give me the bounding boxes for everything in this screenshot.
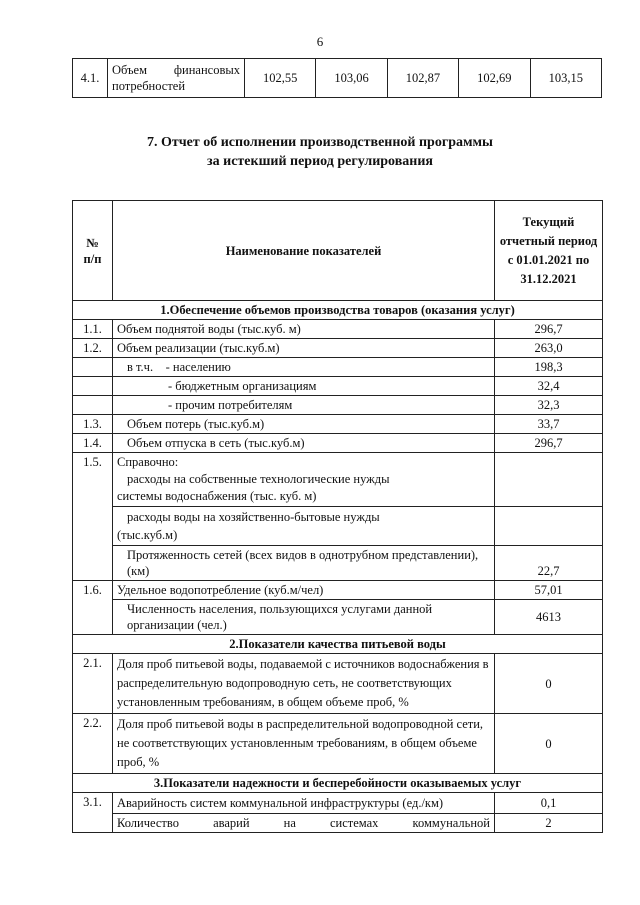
table-row <box>73 320 603 339</box>
row-value: 0 <box>495 654 603 714</box>
row-name: Численность населения, пользующихся услугами данной организации (чел.) <box>113 600 495 635</box>
row-number: 4.1. <box>73 59 108 98</box>
header-name: Наименование показателей <box>113 201 495 301</box>
section-row <box>73 301 603 320</box>
row-value: 0,1 <box>495 793 603 814</box>
row-name <box>113 453 495 507</box>
row-name: Доля проб питьевой воды в распределительной водопроводной сети, не соответствующих установленным требованиям, в общем объеме проб, % <box>113 714 495 774</box>
table-row <box>73 814 603 833</box>
reference-line: системы водоснабжения (тыс. куб. м) <box>117 489 317 503</box>
header-num: № п/п <box>73 201 113 301</box>
financial-needs-table <box>72 58 602 98</box>
table-row <box>73 358 603 377</box>
row-value: 296,7 <box>495 434 603 453</box>
row-name: Доля проб питьевой воды, подаваемой с источников водоснабжения в распределительную водопроводную сеть, не соответствующих установленным требованиям, в общем объеме проб, % <box>113 654 495 714</box>
row-name: в т.ч. - населению <box>113 358 495 377</box>
value-cell: 102,87 <box>387 59 458 98</box>
section-title <box>0 133 640 171</box>
table-row <box>73 453 603 507</box>
row-name: Количество аварий на системах коммунальной <box>113 814 495 833</box>
row-value: 2 <box>495 814 603 833</box>
reference-line: расходы воды на хозяйственно-бытовые нужды <box>127 510 380 524</box>
row-name: Объем поднятой воды (тыс.куб. м) <box>113 320 495 339</box>
row-name: Аварийность систем коммунальной инфраструктуры (ед./км) <box>113 793 495 814</box>
row-name: Объем реализации (тыс.куб.м) <box>113 339 495 358</box>
production-program-report-table <box>72 200 603 833</box>
value-cell: 102,55 <box>245 59 316 98</box>
row-name: - прочим потребителям <box>113 396 495 415</box>
section-heading-3: 3.Показатели надежности и бесперебойности оказываемых услуг <box>73 774 603 793</box>
table-row <box>73 377 603 396</box>
row-value: 263,0 <box>495 339 603 358</box>
section-title-line-2: за истекший период регулирования <box>207 154 433 169</box>
table-row <box>73 581 603 600</box>
table-row <box>73 339 603 358</box>
row-number: 1.3. <box>73 415 113 434</box>
row-name: Объем потерь (тыс.куб.м) <box>113 415 495 434</box>
row-name: - бюджетным организациям <box>113 377 495 396</box>
table-row <box>73 415 603 434</box>
reference-line: расходы на собственные технологические нужды <box>127 472 390 486</box>
value-cell: 103,06 <box>316 59 387 98</box>
row-value: 22,7 <box>495 546 603 581</box>
row-value: 33,7 <box>495 415 603 434</box>
row-number: 2.1. <box>73 654 113 714</box>
row-value: 198,3 <box>495 358 603 377</box>
row-value: 0 <box>495 714 603 774</box>
row-number: 1.5. <box>73 453 113 581</box>
table-row <box>73 434 603 453</box>
value-cell: 102,69 <box>459 59 530 98</box>
row-number: 1.1. <box>73 320 113 339</box>
table-row <box>73 546 603 581</box>
section-title-line-1: 7. Отчет об исполнении производственной программы <box>146 135 493 150</box>
header-row <box>73 201 603 301</box>
row-number: 1.2. <box>73 339 113 358</box>
row-value: 32,3 <box>495 396 603 415</box>
page-number: 6 <box>316 34 324 49</box>
row-name: Протяженность сетей (всех видов в однотрубном представлении), (км) <box>113 546 495 581</box>
section-heading-2: 2.Показатели качества питьевой воды <box>73 635 603 654</box>
table-row <box>73 396 603 415</box>
table-row <box>73 714 603 774</box>
row-number: 2.2. <box>73 714 113 774</box>
table-row <box>73 59 602 98</box>
row-value: 57,01 <box>495 581 603 600</box>
reference-line: (тыс.куб.м) <box>117 528 178 542</box>
row-label: Объем финансовых потребностей <box>108 59 245 98</box>
section-row <box>73 774 603 793</box>
row-number: 1.6. <box>73 581 113 635</box>
row-name: Объем отпуска в сеть (тыс.куб.м) <box>113 434 495 453</box>
table-row <box>73 600 603 635</box>
reference-label: Справочно: <box>117 455 179 469</box>
table-row <box>73 793 603 814</box>
row-value: 296,7 <box>495 320 603 339</box>
table-row <box>73 507 603 546</box>
section-row <box>73 635 603 654</box>
row-name <box>113 507 495 546</box>
row-value: 32,4 <box>495 377 603 396</box>
header-period: Текущий отчетный период с 01.01.2021 по 31.12.2021 <box>495 201 603 301</box>
row-number: 1.4. <box>73 434 113 453</box>
value-cell: 103,15 <box>530 59 601 98</box>
table-row <box>73 654 603 714</box>
row-value: 4613 <box>495 600 603 635</box>
row-name: Удельное водопотребление (куб.м/чел) <box>113 581 495 600</box>
row-number: 3.1. <box>73 793 113 833</box>
section-heading-1: 1.Обеспечение объемов производства товаров (оказания услуг) <box>73 301 603 320</box>
